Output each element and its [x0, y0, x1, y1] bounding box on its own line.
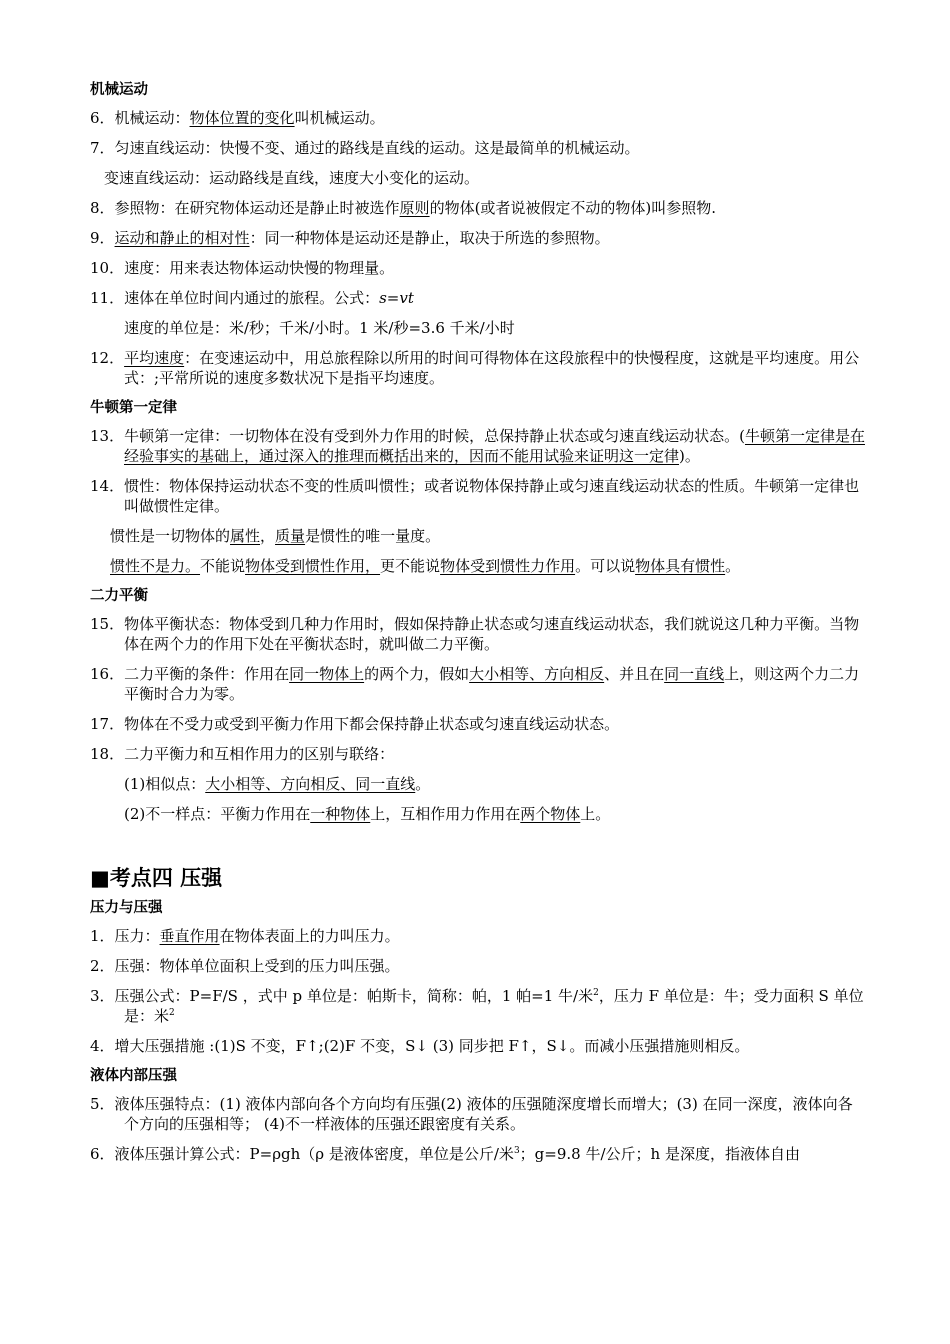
item-15: 15．物体平衡状态：物体受到几种力作用时，假如保持静止状态或匀速直线运动状态，我们就说这几种力平衡。当物体在两个力的作用下处在平衡状态时，就叫做二力平衡。: [90, 615, 860, 653]
item-14-inertia-not-force: 惯性不是力。不能说物体受到惯性作用，更不能说物体受到惯性力作用。可以说物体具有惯性。: [110, 557, 741, 575]
item-10: 10．速度：用来表达物体运动快慢的物理量。: [90, 259, 395, 277]
item-8: 8．参照物：在研究物体运动还是静止时被选作原则的物体(或者说被假定不动的物体)叫参照物.: [90, 199, 717, 217]
section-heading-mechanical-motion: 机械运动: [90, 82, 148, 98]
pressure-item-5: 5．液体压强特点：(1) 液体内部向各个方向均有压强(2) 液体的压强随深度增长而增大；(3) 在同一深度，液体向各个方向的压强相等； (4)不一样液体的压强还跟密度有关系。: [90, 1095, 853, 1133]
item-14: 14．惯性：物体保持运动状态不变的性质叫惯性；或者说物体保持静止或匀速直线运动状态的性质。牛顿第一定律也叫做惯性定律。: [90, 477, 860, 515]
pressure-item-1: 1．压力：垂直作用在物体表面上的力叫压力。: [90, 927, 400, 945]
pressure-item-2: 2．压强：物体单位面积上受到的压力叫压强。: [90, 957, 400, 975]
item-12: 12．平均速度：在变速运动中，用总旅程除以所用的时间可得物体在这段旅程中的快慢程度，这就是平均速度。用公式：;平常所说的速度多数状况下是指平均速度。: [90, 349, 860, 387]
item-16: 16．二力平衡的条件：作用在同一物体上的两个力，假如大小相等、方向相反、并且在同一直线上，则这两个力二力平衡时合力为零。: [90, 665, 860, 703]
item-14-inertia-property: 惯性是一切物体的属性，质量是惯性的唯一量度。: [110, 527, 441, 545]
item-17: 17．物体在不受力或受到平衡力作用下都会保持静止状态或匀速直线运动状态。: [90, 715, 620, 733]
item-7-variable-speed: 变速直线运动：运动路线是直线，速度大小变化的运动。: [104, 169, 480, 187]
item-11-units: 速度的单位是：米/秒；千米/小时。1 米/秒=3.6 千米/小时: [124, 319, 515, 337]
pressure-item-3: 3．压强公式：P=F/S ，式中 p 单位是：帕斯卡，简称：帕，1 帕=1 牛/米$^2$，压力 F 单位是：牛；受力面积 S 单位是：米$^2$: [90, 987, 864, 1025]
section-heading-two-force-balance: 二力平衡: [90, 588, 148, 604]
item-9: 9．运动和静止的相对性：同一种物体是运动还是静止，取决于所选的参照物。: [90, 229, 610, 247]
pressure-item-6: 6．液体压强计算公式：P=ρgh（ρ 是液体密度，单位是公斤/米$^3$；g=9.8 牛/公斤；h 是深度，指液体自由: [90, 1145, 800, 1163]
section-heading-newton-first-law: 牛顿第一定律: [90, 400, 177, 416]
document-page: [90, 78, 865, 1174]
item-18-similarities: (1)相似点：大小相等、方向相反、同一直线。: [124, 775, 431, 793]
item-18: 18．二力平衡力和互相作用力的区别与联络：: [90, 745, 395, 763]
item-13: 13．牛顿第一定律：一切物体在没有受到外力作用的时候，总保持静止状态或匀速直线运动状态。(牛顿第一定律是在经验事实的基础上，通过深入的推理而概括出来的，因而不能用试验来证明这一定律)。: [90, 427, 865, 465]
item-18-differences: (2)不一样点：平衡力作用在一种物体上，互相作用力作用在两个物体上。: [124, 805, 611, 823]
pressure-item-4: 4．增大压强措施 :(1)S 不变，F↑;(2)F 不变，S↓ (3) 同步把 F↑，S↓。而减小压强措施则相反。: [90, 1037, 750, 1055]
item-7: 7．匀速直线运动：快慢不变、通过的路线是直线的运动。这是最简单的机械运动。: [90, 139, 640, 157]
item-6: 6．机械运动：物体位置的变化叫机械运动。: [90, 109, 385, 127]
section-heading-liquid-pressure: 液体内部压强: [90, 1068, 177, 1084]
section-heading-pressure: 压力与压强: [90, 900, 163, 916]
exam-point-four-heading: ■考点四 压强: [90, 866, 223, 890]
item-11: 11．速体在单位时间内通过的旅程。公式：s=vt: [90, 289, 414, 307]
